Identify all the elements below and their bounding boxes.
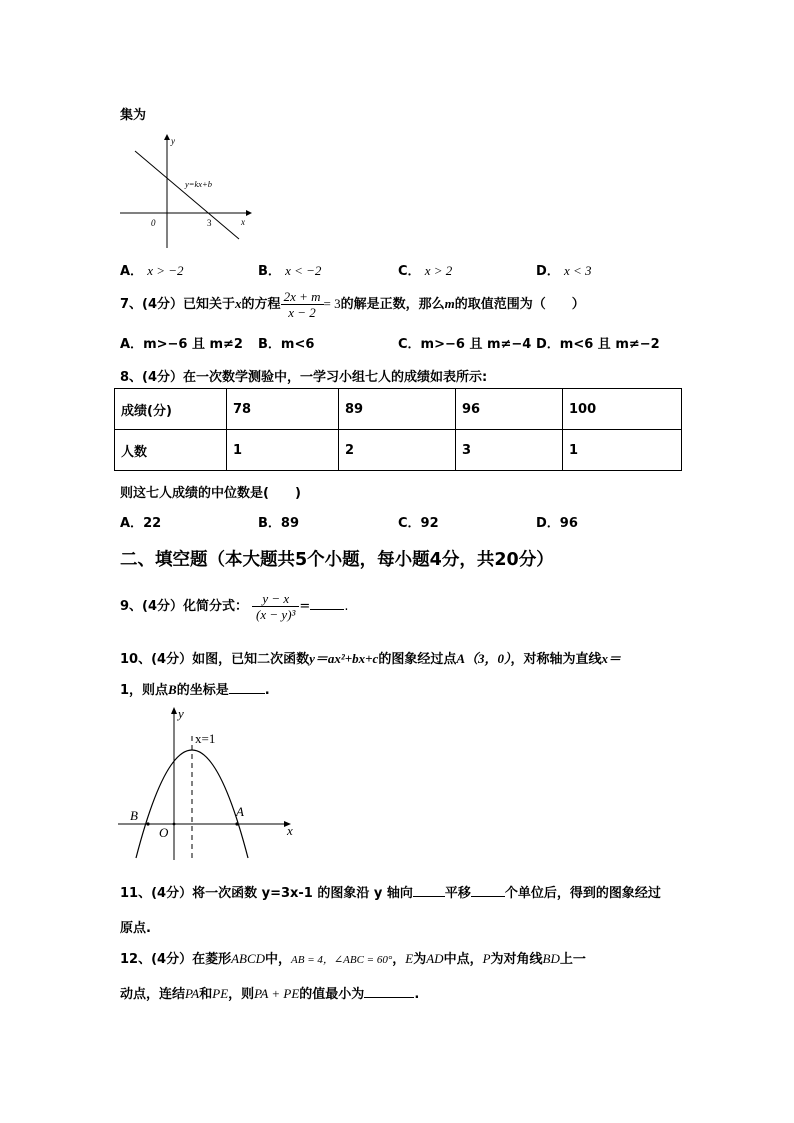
table-cell: 成绩(分) <box>115 389 227 430</box>
q10-point-a <box>235 822 238 825</box>
q6-origin-label: 0 <box>151 218 156 228</box>
q8-option-b[interactable]: B．89 <box>258 516 300 531</box>
q6-x-arrow <box>246 210 252 216</box>
q6-option-c[interactable]: C． x > 2 <box>398 263 453 279</box>
q12-line2: 动点，连结PA和PE，则PA + PE的值最小为 . <box>120 986 420 1002</box>
q6-y-label: y <box>171 136 175 146</box>
table-cell: 人数 <box>115 430 227 471</box>
table-cell: 1 <box>227 430 339 471</box>
q11-line1: 11、(4分）将一次函数 y=3x-1 的图象沿 y 轴向 平移 个单位后，得到的图象经过 <box>120 886 661 901</box>
q10-x-label: x <box>287 823 293 838</box>
table-cell: 1 <box>563 430 682 471</box>
q7-option-a[interactable]: A．m>−6 且 m≠2 <box>120 337 243 352</box>
q6-option-a[interactable]: A． x > −2 <box>120 263 184 279</box>
q10-point-b <box>146 822 149 825</box>
table-row <box>115 389 682 430</box>
q6-linear-graph <box>118 132 253 250</box>
q10-origin-label: O <box>159 825 169 840</box>
q8-option-c[interactable]: C．92 <box>398 516 439 531</box>
q10-line1: 10、(4分）如图，已知二次函数y＝ax²+bx+c的图象经过点A（3，0），对称轴为直线x＝ <box>120 651 622 667</box>
q11-direction-blank[interactable] <box>413 896 445 897</box>
q6-line-label: y=kx+b <box>185 179 213 189</box>
q11-line2: 原点. <box>120 921 151 936</box>
q9-answer-blank[interactable] <box>310 609 344 610</box>
table-cell: 78 <box>227 389 339 430</box>
table-cell: 2 <box>339 430 456 471</box>
q6-top-text: 集为 <box>120 108 147 123</box>
q8-option-a[interactable]: A．22 <box>120 516 162 531</box>
q12-line1: 12、(4分）在菱形ABCD中，AB = 4，∠ABC = 60°，E为AD中点，P为对角线BD上一 <box>120 951 586 967</box>
q10-y-label: y <box>178 706 184 721</box>
q6-y-arrow <box>164 134 170 140</box>
table-cell: 3 <box>456 430 563 471</box>
q10-axis-label: x=1 <box>195 731 216 746</box>
q10-point-b-label: B <box>130 808 138 823</box>
q11-units-blank[interactable] <box>471 896 505 897</box>
q8-question: 则这七人成绩的中位数是( ) <box>120 486 301 501</box>
q6-option-d[interactable]: D． x < 3 <box>536 263 592 279</box>
q9-stem: 9、(4分）化简分式： $\frac{y - x}{\text{(x − y)³}}$ = . <box>120 591 349 622</box>
q12-answer-blank[interactable] <box>364 997 414 998</box>
q8-stem: 8、(4分）在一次数学测验中，一学习小组七人的成绩如表所示: <box>120 370 488 385</box>
q8-score-table <box>114 388 682 471</box>
table-cell: 96 <box>456 389 563 430</box>
table-row <box>115 430 682 471</box>
q6-intercept-label: 3 <box>207 218 212 228</box>
q7-stem: 7、(4分）已知关于x的方程 $\frac{2x + m}{x - 2}$ = 3的解是正数，那么m的取值范围为（ ） <box>120 289 585 320</box>
q7-option-d[interactable]: D．m<6 且 m≠−2 <box>536 337 660 352</box>
q10-answer-blank[interactable] <box>229 693 265 694</box>
q10-origin-dot <box>173 823 176 826</box>
q10-line2: 1，则点B的坐标是 . <box>120 682 270 698</box>
section-heading: 二、填空题（本大题共5个小题，每小题4分，共20分） <box>120 550 554 570</box>
q10-point-a-label: A <box>236 804 244 819</box>
q6-x-label: x <box>241 217 245 227</box>
table-cell: 89 <box>339 389 456 430</box>
q7-option-b[interactable]: B．m<6 <box>258 337 315 352</box>
q9-fraction: $\frac{y - x}{\text{(x − y)³}}$ <box>252 591 299 622</box>
q10-y-arrow <box>171 707 177 714</box>
q6-option-b[interactable]: B． x < −2 <box>258 263 322 279</box>
q8-option-d[interactable]: D．96 <box>536 516 578 531</box>
q7-option-c[interactable]: C．m>−6 且 m≠−4 <box>398 337 532 352</box>
q10-parabola-graph <box>116 704 300 862</box>
q7-fraction: $\frac{2x + m}{x - 2}$ <box>281 289 324 320</box>
table-cell: 100 <box>563 389 682 430</box>
